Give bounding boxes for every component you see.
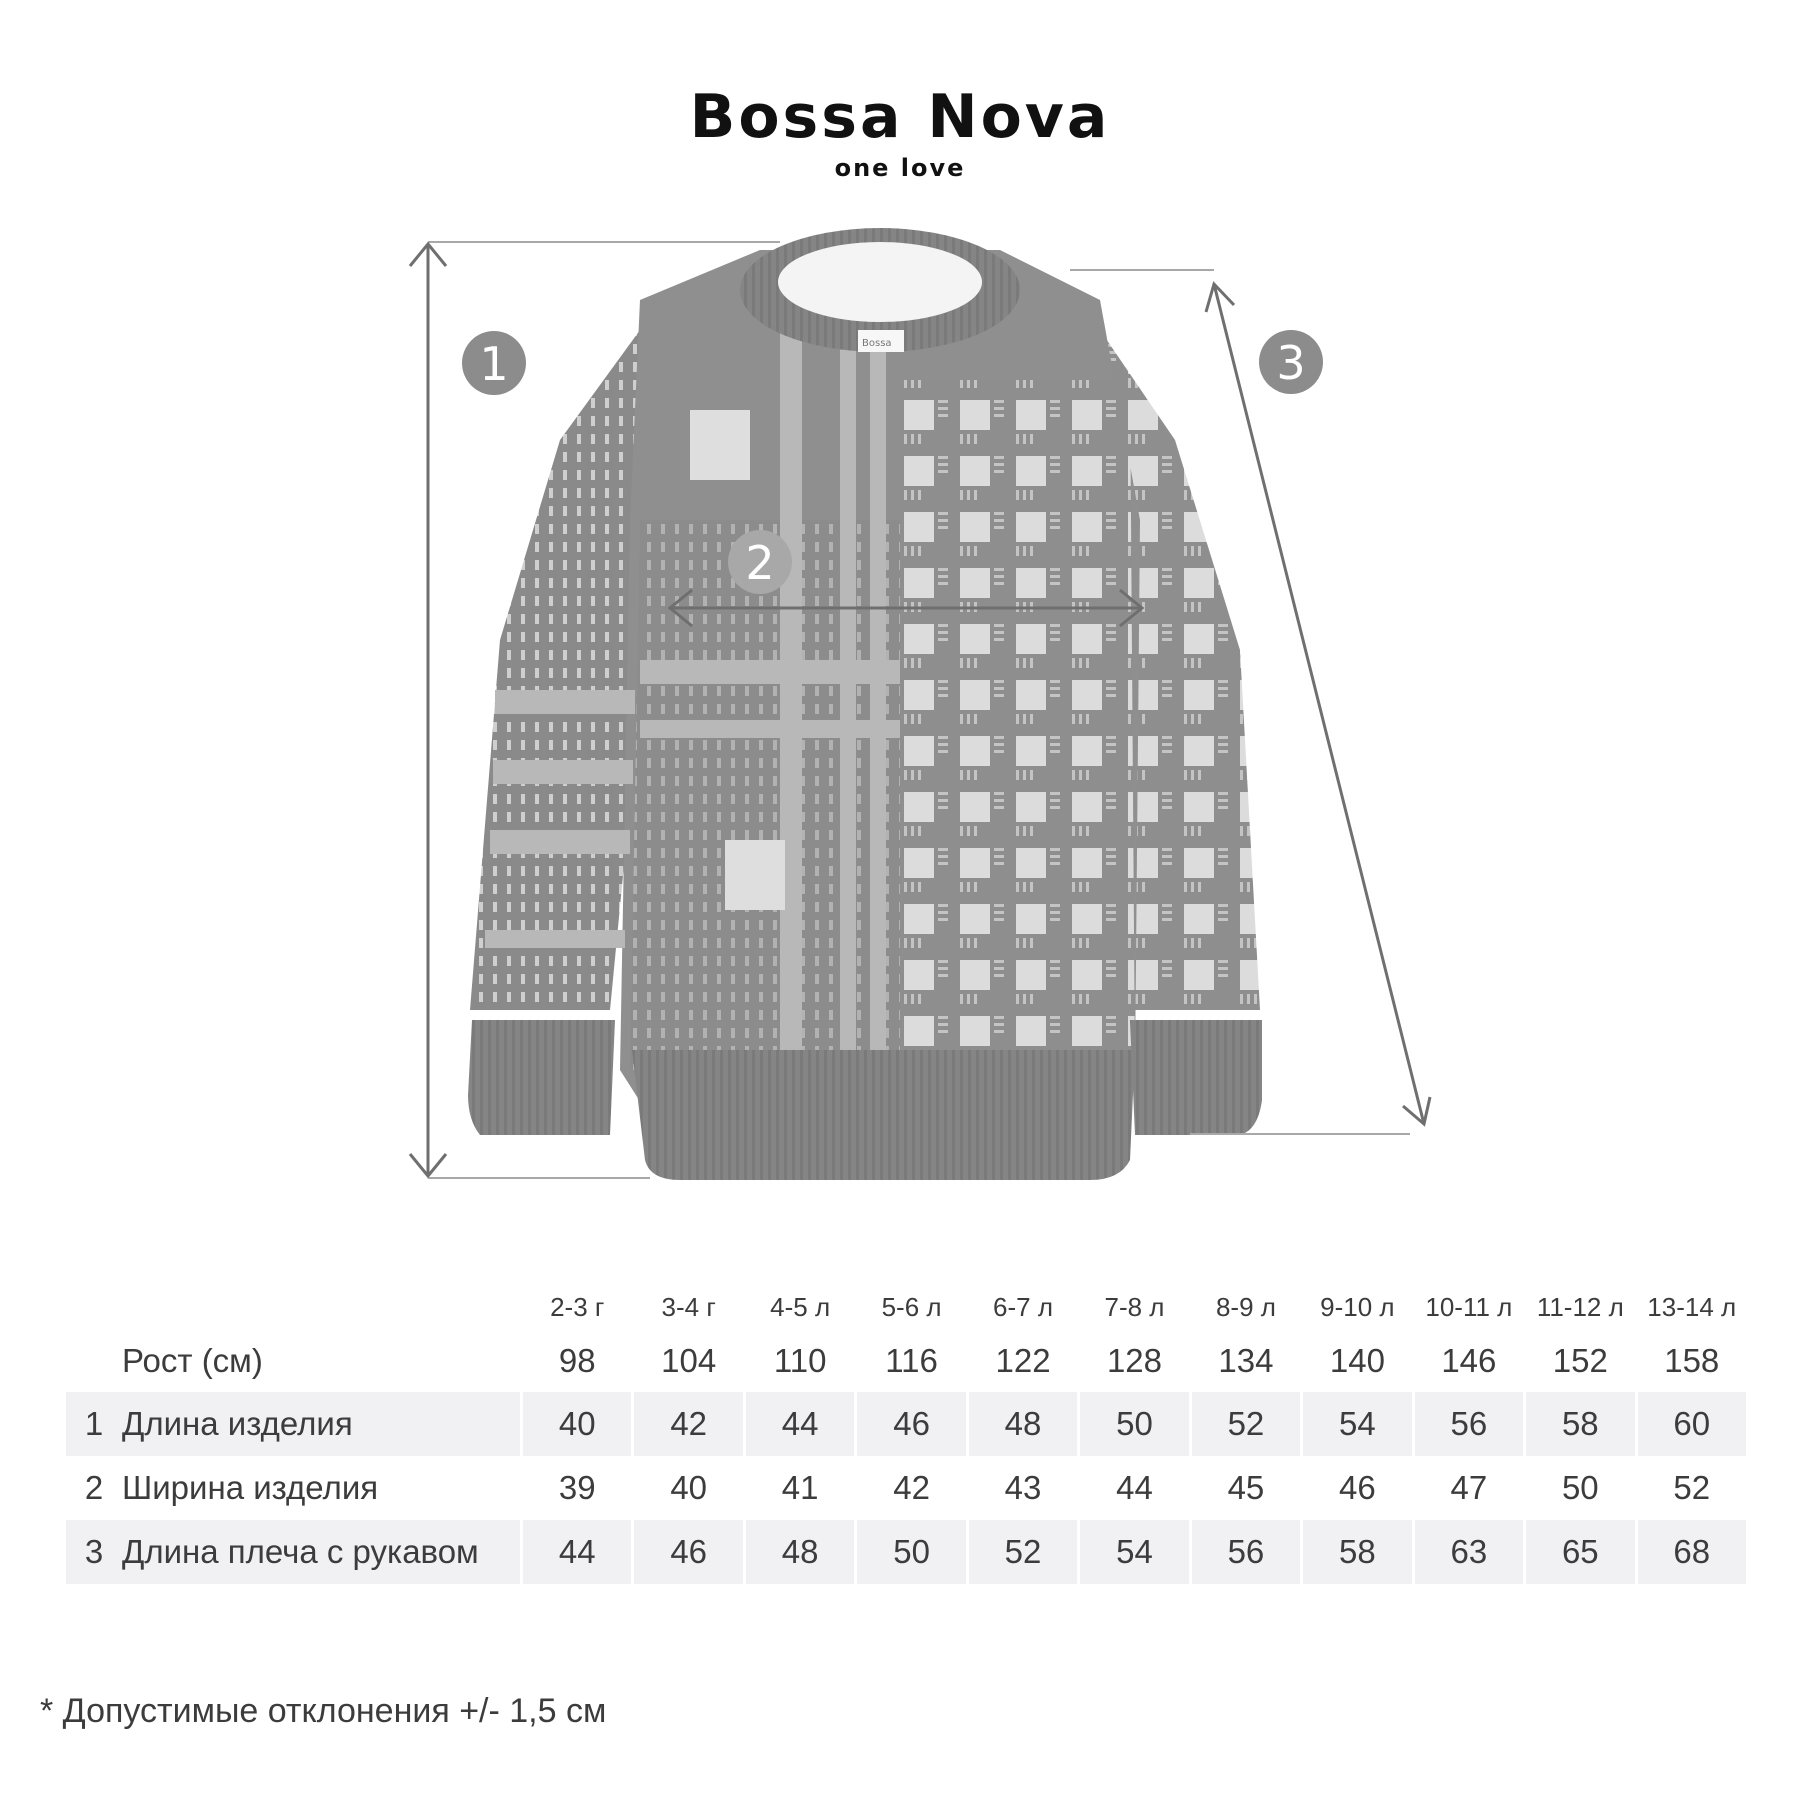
marker-1-label: 1 bbox=[479, 337, 509, 391]
row-label: Рост (см) bbox=[122, 1342, 263, 1379]
table-cell: 44 bbox=[743, 1392, 854, 1456]
garment-label-text: Bossa bbox=[862, 338, 892, 349]
table-cell: 48 bbox=[743, 1520, 854, 1584]
table-cell: 45 bbox=[1189, 1456, 1300, 1520]
table-cell: 50 bbox=[1523, 1456, 1634, 1520]
table-row-sleeve bbox=[66, 1520, 1746, 1584]
size-header-cell: 13-14 л bbox=[1647, 1292, 1737, 1322]
row-label: Длина плеча с рукавом bbox=[122, 1520, 520, 1584]
table-cell: 58 bbox=[1523, 1392, 1634, 1456]
table-cell: 128 bbox=[1077, 1329, 1188, 1393]
table-cell: 50 bbox=[1077, 1392, 1188, 1456]
row-label: Ширина изделия bbox=[122, 1469, 379, 1506]
table-cell: 140 bbox=[1300, 1329, 1411, 1393]
table-cell: 54 bbox=[1077, 1520, 1188, 1584]
row-number: 2 bbox=[84, 1469, 104, 1506]
table-cell: 47 bbox=[1412, 1456, 1523, 1520]
table-cell: 56 bbox=[1189, 1520, 1300, 1584]
row-number: 3 bbox=[66, 1520, 122, 1584]
table-cell: 44 bbox=[520, 1520, 631, 1584]
table-cell: 42 bbox=[854, 1456, 965, 1520]
size-header-cell: 7-8 л bbox=[1104, 1292, 1165, 1322]
marker-3-label: 3 bbox=[1276, 336, 1306, 390]
table-cell: 46 bbox=[631, 1520, 742, 1584]
size-header-cell: 5-6 л bbox=[881, 1292, 942, 1322]
table-cell: 46 bbox=[1300, 1456, 1411, 1520]
size-header-cell: 6-7 л bbox=[993, 1292, 1054, 1322]
size-chart-table bbox=[66, 1250, 1746, 1584]
table-cell: 54 bbox=[1300, 1392, 1411, 1456]
size-header-row bbox=[66, 1250, 1746, 1330]
table-cell: 46 bbox=[854, 1392, 965, 1456]
table-cell: 41 bbox=[743, 1456, 854, 1520]
table-cell: 52 bbox=[1189, 1392, 1300, 1456]
table-cell: 42 bbox=[631, 1392, 742, 1456]
table-cell: 52 bbox=[966, 1520, 1077, 1584]
size-header-cell: 10-11 л bbox=[1425, 1292, 1513, 1322]
table-cell: 50 bbox=[854, 1520, 965, 1584]
marker-3 bbox=[1259, 330, 1323, 394]
table-cell: 60 bbox=[1635, 1392, 1746, 1456]
table-row-width bbox=[66, 1456, 1746, 1520]
size-header-cell: 9-10 л bbox=[1320, 1292, 1395, 1322]
table-cell: 63 bbox=[1412, 1520, 1523, 1584]
marker-1 bbox=[462, 331, 526, 395]
row-number: 1 bbox=[66, 1392, 122, 1456]
table-cell: 98 bbox=[520, 1329, 631, 1393]
marker-2-label: 2 bbox=[745, 536, 775, 590]
table-row-length bbox=[66, 1392, 1746, 1456]
table-cell: 39 bbox=[520, 1456, 631, 1520]
table-cell: 52 bbox=[1635, 1456, 1746, 1520]
table-cell: 122 bbox=[966, 1329, 1077, 1393]
table-cell: 158 bbox=[1635, 1329, 1746, 1393]
table-cell: 58 bbox=[1300, 1520, 1411, 1584]
row-label: Длина изделия bbox=[122, 1392, 520, 1456]
table-cell: 40 bbox=[520, 1392, 631, 1456]
size-header-cell: 4-5 л bbox=[770, 1292, 831, 1322]
table-cell: 116 bbox=[854, 1329, 965, 1393]
size-header-cell: 11-12 л bbox=[1536, 1292, 1624, 1322]
table-cell: 65 bbox=[1523, 1520, 1634, 1584]
table-cell: 68 bbox=[1635, 1520, 1746, 1584]
table-cell: 146 bbox=[1412, 1329, 1523, 1393]
table-cell: 40 bbox=[631, 1456, 742, 1520]
table-cell: 48 bbox=[966, 1392, 1077, 1456]
height-row bbox=[66, 1330, 1746, 1392]
table-cell: 43 bbox=[966, 1456, 1077, 1520]
table-cell: 56 bbox=[1412, 1392, 1523, 1456]
tolerance-footnote: * Допустимые отклонения +/- 1,5 см bbox=[40, 1692, 607, 1730]
marker-2 bbox=[728, 530, 792, 594]
brand-name: Bossa Nova bbox=[689, 82, 1111, 152]
table-cell: 110 bbox=[743, 1329, 854, 1393]
sweater-illustration bbox=[468, 228, 1262, 1180]
table-cell: 104 bbox=[631, 1329, 742, 1393]
size-header-cell: 3-4 г bbox=[661, 1292, 716, 1322]
size-header-cell: 8-9 л bbox=[1215, 1292, 1276, 1322]
size-header-cell: 2-3 г bbox=[550, 1292, 605, 1322]
table-cell: 134 bbox=[1189, 1329, 1300, 1393]
table-cell: 152 bbox=[1523, 1329, 1634, 1393]
brand-tagline: one love bbox=[834, 154, 966, 182]
table-cell: 44 bbox=[1077, 1456, 1188, 1520]
